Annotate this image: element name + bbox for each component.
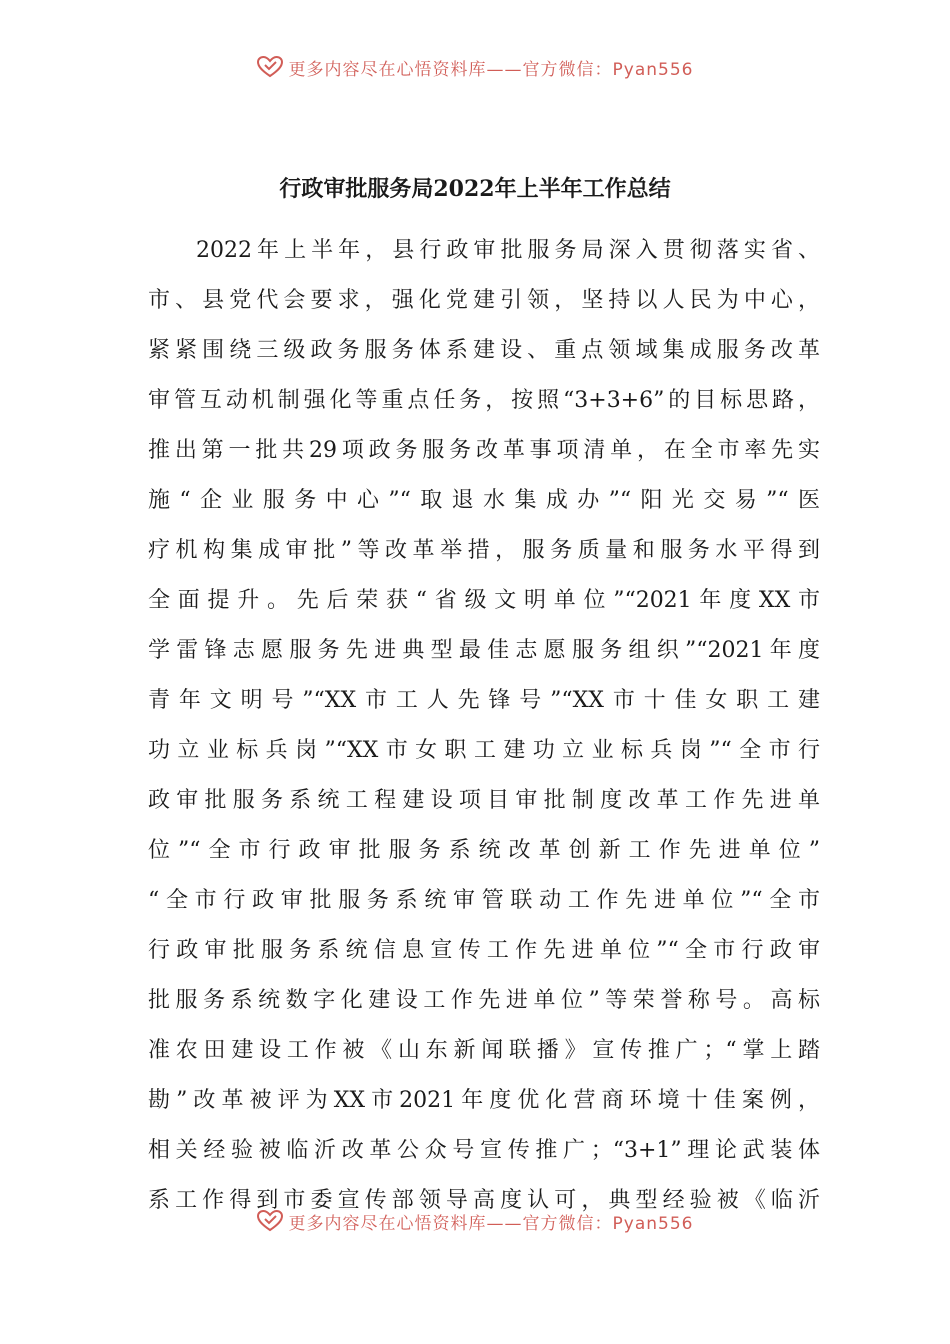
document-body bbox=[148, 226, 820, 1226]
body-line: 准农田建设工作被《山东新闻联播》宣传推广；“掌上踏 bbox=[148, 1038, 820, 1063]
document-title: 行政审批服务局2022年上半年工作总结 bbox=[279, 176, 671, 202]
body-line: 紧紧围绕三级政务服务体系建设、重点领域集成服务改革 bbox=[148, 338, 820, 363]
body-line: 行政审批服务系统信息宣传工作先进单位”“全市行政审 bbox=[148, 938, 820, 963]
body-line: 学雷锋志愿服务先进典型最佳志愿服务组织”“2021年度 bbox=[148, 638, 820, 663]
body-line: 全面提升。先后荣获“省级文明单位”“2021年度XX市 bbox=[148, 588, 820, 613]
body-line: 青年文明号”“XX市工人先锋号”“XX市十佳女职工建 bbox=[148, 688, 820, 713]
body-line: 相关经验被临沂改革公众号宣传推广；“3+1”理论武装体 bbox=[148, 1138, 820, 1163]
body-line: 批服务系统数字化建设工作先进单位”等荣誉称号。高标 bbox=[148, 988, 820, 1013]
body-line: 位”“全市行政审批服务系统改革创新工作先进单位” bbox=[148, 838, 820, 863]
body-line: 市、县党代会要求，强化党建引领，坚持以人民为中心， bbox=[148, 288, 820, 313]
header-watermark bbox=[0, 52, 950, 82]
body-line: 勘”改革被评为XX市2021年度优化营商环境十佳案例， bbox=[148, 1088, 820, 1113]
footer-watermark bbox=[0, 1206, 950, 1236]
body-line: 推出第一批共29项政务服务改革事项清单，在全市率先实 bbox=[148, 438, 820, 463]
body-line: “全市行政审批服务系统审管联动工作先进单位”“全市 bbox=[148, 888, 820, 913]
body-line: 疗机构集成审批”等改革举措，服务质量和服务水平得到 bbox=[148, 538, 820, 563]
body-line: 施“企业服务中心”“取退水集成办”“阳光交易”“医 bbox=[148, 488, 820, 513]
watermark-text: 更多内容尽在心悟资料库——官方微信：Pyan556 bbox=[288, 1213, 694, 1234]
body-line: 审管互动机制强化等重点任务，按照“3+3+6”的目标思路， bbox=[148, 388, 820, 413]
body-line: 系工作得到市委宣传部领导高度认可，典型经验被《临沂 bbox=[148, 1188, 820, 1213]
body-line: 2022年上半年，县行政审批服务局深入贯彻落实省、 bbox=[196, 238, 820, 263]
body-line: 政审批服务系统工程建设项目审批制度改革工作先进单 bbox=[148, 788, 820, 813]
heart-logo-icon bbox=[257, 56, 283, 78]
body-line: 功立业标兵岗”“XX市女职工建功立业标兵岗”“全市行 bbox=[148, 738, 820, 763]
heart-logo-icon bbox=[257, 1210, 283, 1232]
watermark-text: 更多内容尽在心悟资料库——官方微信：Pyan556 bbox=[288, 59, 694, 80]
